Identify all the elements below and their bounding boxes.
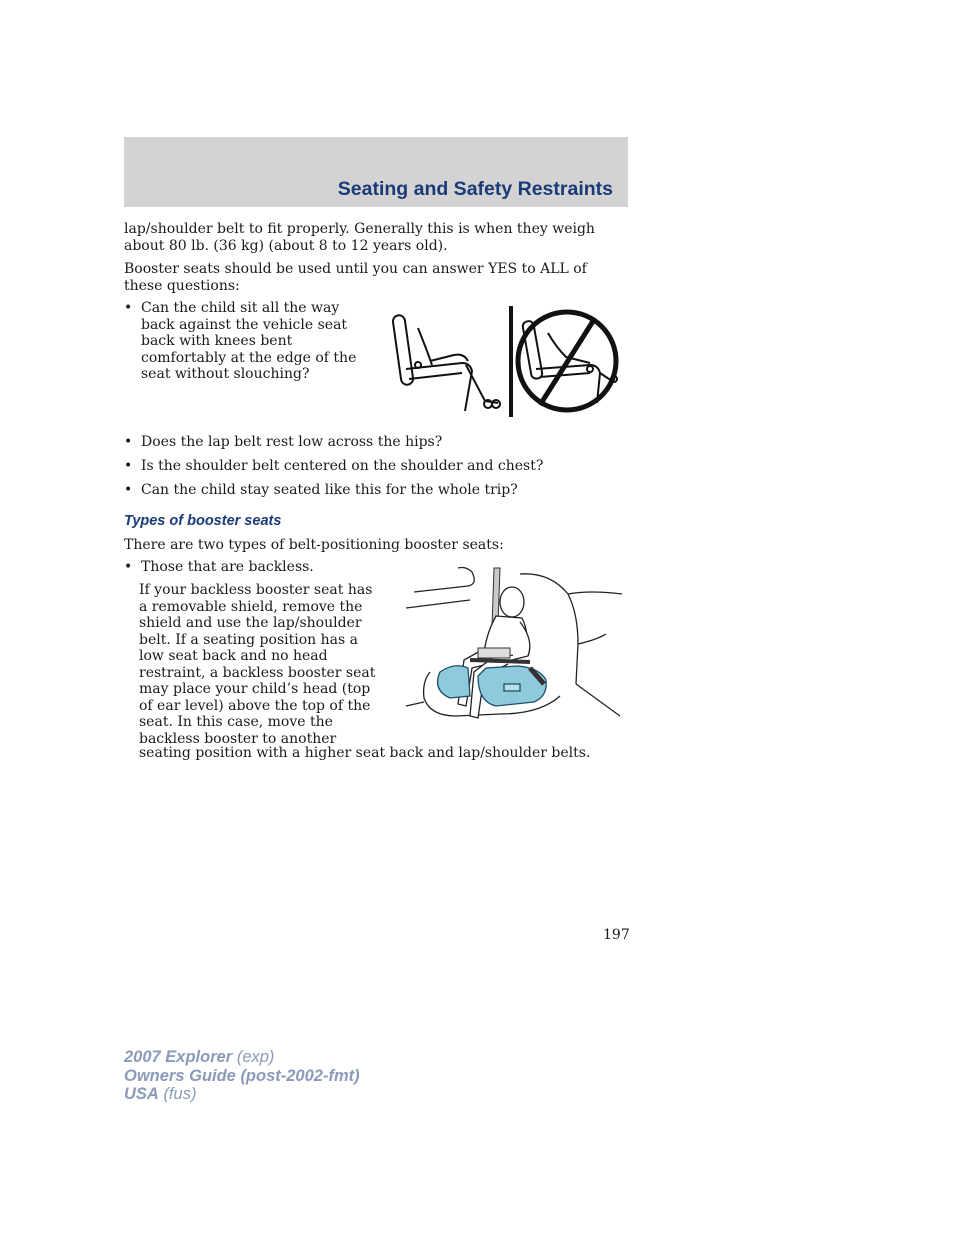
subsection-title: Types of booster seats xyxy=(124,513,282,529)
section-header xyxy=(124,137,628,207)
footer-region-line: USA (fus) xyxy=(124,1085,197,1103)
booster-seat-illustration xyxy=(400,564,626,724)
document-footer xyxy=(124,1048,360,1104)
bullet-icon: • xyxy=(124,458,133,474)
bullet-icon: • xyxy=(124,434,133,450)
bullet-icon: • xyxy=(124,482,133,498)
seat-posture-illustration xyxy=(390,303,630,421)
footer-guide-line: Owners Guide (post-2002-fmt) xyxy=(124,1066,360,1085)
bullet-icon: • xyxy=(124,559,133,575)
types-intro: There are two types of belt-positioning booster seats: xyxy=(124,537,504,553)
footer-model-line: 2007 Explorer (exp) xyxy=(124,1048,275,1066)
bullet-icon: • xyxy=(124,300,133,316)
section-title: Seating and Safety Restraints xyxy=(337,178,613,200)
backless-description: If your backless booster seat has a removable shield, remove the shield and use the lap/shoulder belt. If a seating position has a low seat back and no head restraint, a backless booster seat may place your child’s head (top of ear level) above the top of the seat. In this case, move the backless booster to another xyxy=(139,582,376,747)
backless-description-end: seating position with a higher seat back and lap/shoulder belts. xyxy=(139,745,591,761)
intro-paragraph: lap/shoulder belt to fit properly. Generally this is when they weigh about 80 lb. (36 kg) (about 8 to 12 years old). xyxy=(124,221,595,254)
page-number: 197 xyxy=(603,927,630,943)
booster-use-paragraph: Booster seats should be used until you can answer YES to ALL of these questions: xyxy=(124,261,587,294)
